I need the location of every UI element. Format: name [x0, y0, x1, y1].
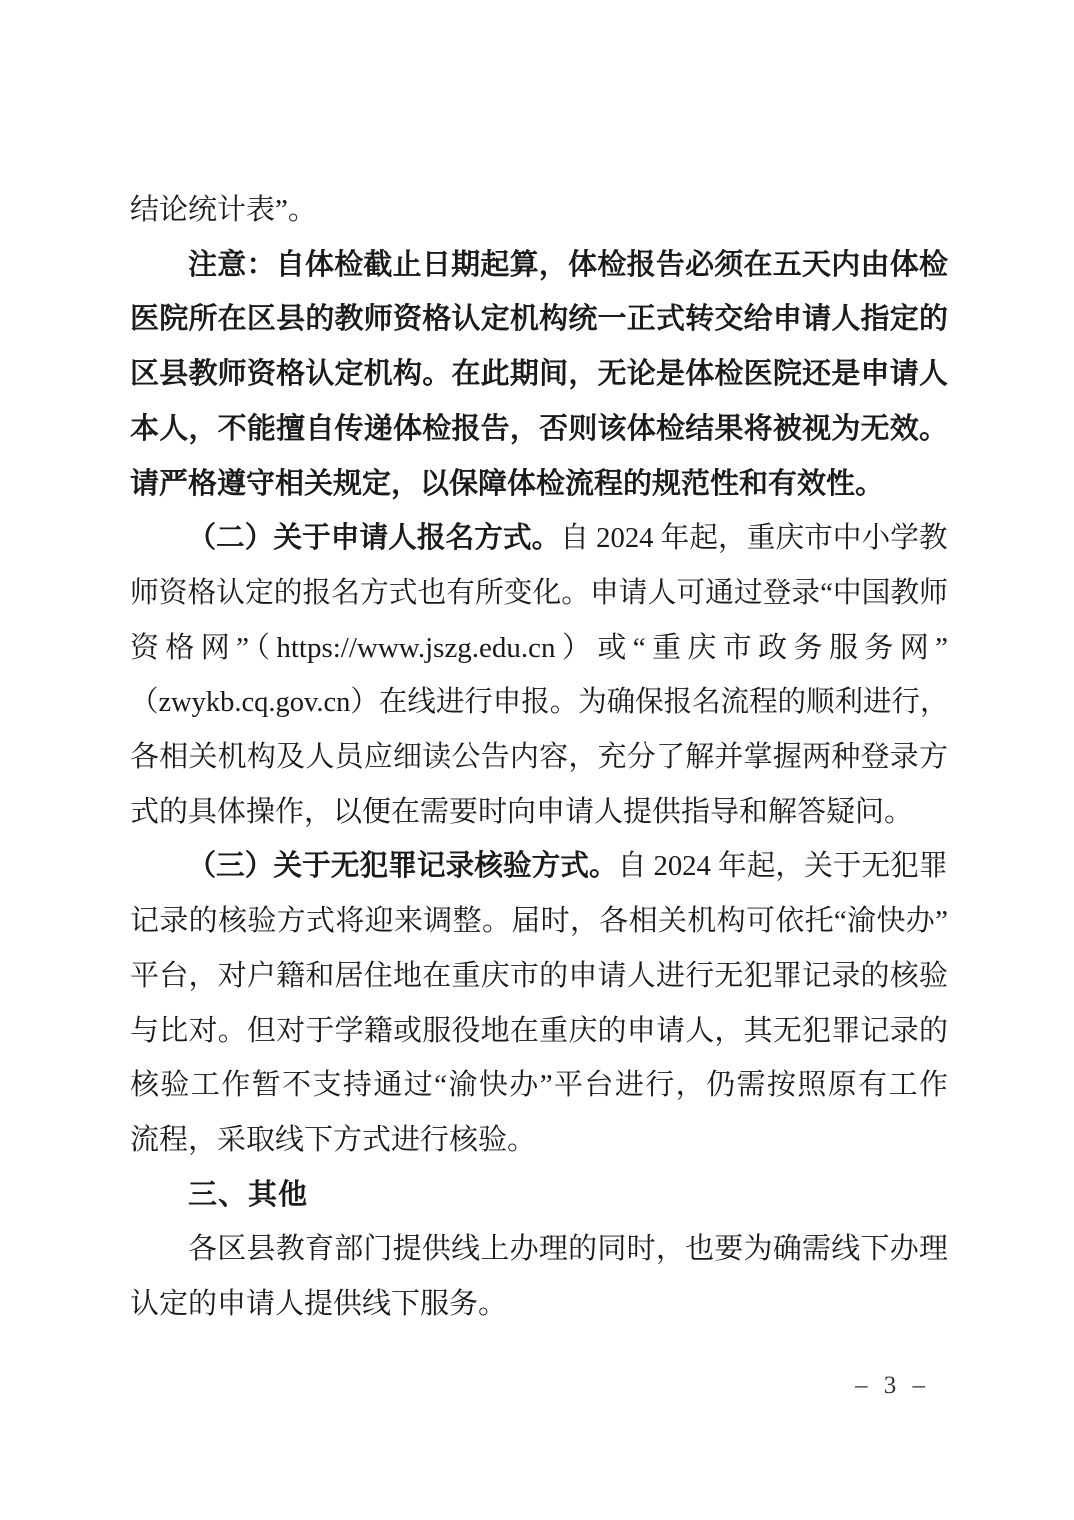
- body-text-segment: 记录的核验方式将迎来调整。届时，各相关机构可依托“渝快办”: [130, 905, 948, 938]
- text-line: [130, 511, 948, 566]
- text-line: [130, 1222, 948, 1277]
- section-lead-segment: （三）关于无犯罪记录核验方式。: [187, 850, 618, 883]
- body-text-segment: 平台，对户籍和居住地在重庆市的申请人进行无犯罪记录的核验: [130, 959, 948, 992]
- body-text-segment: 自 2024 年起，重庆市中小学教: [560, 522, 948, 555]
- note-text-segment: 医院所在区县的教师资格认定机构统一正式转交给申请人指定的: [130, 303, 948, 336]
- section-heading: 三、其他: [188, 1178, 309, 1211]
- body-text-segment: 认定的申请人提供线下服务。: [130, 1288, 508, 1321]
- text-line: [130, 1058, 948, 1113]
- text-line: [130, 402, 948, 457]
- text-line: [130, 1277, 948, 1332]
- page-number: – 3 –: [855, 1372, 930, 1399]
- body-text-segment: 核验工作暂不支持通过“渝快办”平台进行，仍需按照原有工作: [130, 1069, 948, 1102]
- text-line: [130, 1113, 948, 1168]
- note-text-segment: 注意：自体检截止日期起算，体检报告必须在五天内由体检: [188, 248, 948, 281]
- text-line: [130, 566, 948, 621]
- text-line: [130, 621, 948, 676]
- body-text-segment: 师资格认定的报名方式也有所变化。申请人可通过登录“中国教师: [130, 576, 948, 609]
- text-line: [130, 675, 949, 730]
- text-line: [130, 894, 948, 949]
- body-text-segment: 各相关机构及人员应细读公告内容，充分了解并掌握两种登录方: [130, 741, 948, 774]
- note-text-segment: 本人，不能擅自传递体检报告，否则该体检结果将被视为无效。: [130, 412, 948, 445]
- text-line: [130, 839, 948, 894]
- text-line: [130, 949, 948, 1004]
- text-line: [130, 730, 948, 785]
- text-line: [130, 1168, 948, 1223]
- section-lead-segment: （二）关于申请人报名方式。: [187, 522, 561, 555]
- text-line: [130, 457, 948, 512]
- note-text-segment: 区县教师资格认定机构。在此期间，无论是体检医院还是申请人: [130, 358, 948, 391]
- text-line: [130, 1004, 948, 1059]
- body-text-segment: （zwykb.cq.gov.cn）在线进行申报。为确保报名流程的顺利进行，: [130, 686, 949, 719]
- body-text-segment: 资格网”（https://www.jszg.edu.cn）或“重庆市政务服务网”: [130, 631, 948, 664]
- text-line: [130, 785, 948, 840]
- body-text-segment: 结论统计表”。: [130, 194, 317, 226]
- text-line: [130, 183, 948, 238]
- body-text-segment: 流程，采取线下方式进行核验。: [130, 1123, 537, 1156]
- document-body: [130, 183, 948, 1332]
- note-text-segment: 请严格遵守相关规定，以保障体检流程的规范性和有效性。: [130, 467, 885, 500]
- body-text-segment: 各区县教育部门提供线上办理的同时，也要为确需线下办理: [188, 1233, 948, 1266]
- text-line: [130, 292, 948, 347]
- body-text-segment: 与比对。但对于学籍或服役地在重庆的申请人，其无犯罪记录的: [130, 1014, 948, 1047]
- text-line: [130, 238, 948, 293]
- body-text-segment: 自 2024 年起，关于无犯罪: [617, 850, 948, 883]
- body-text-segment: 式的具体操作，以便在需要时向申请人提供指导和解答疑问。: [130, 795, 914, 828]
- text-line: [130, 347, 948, 402]
